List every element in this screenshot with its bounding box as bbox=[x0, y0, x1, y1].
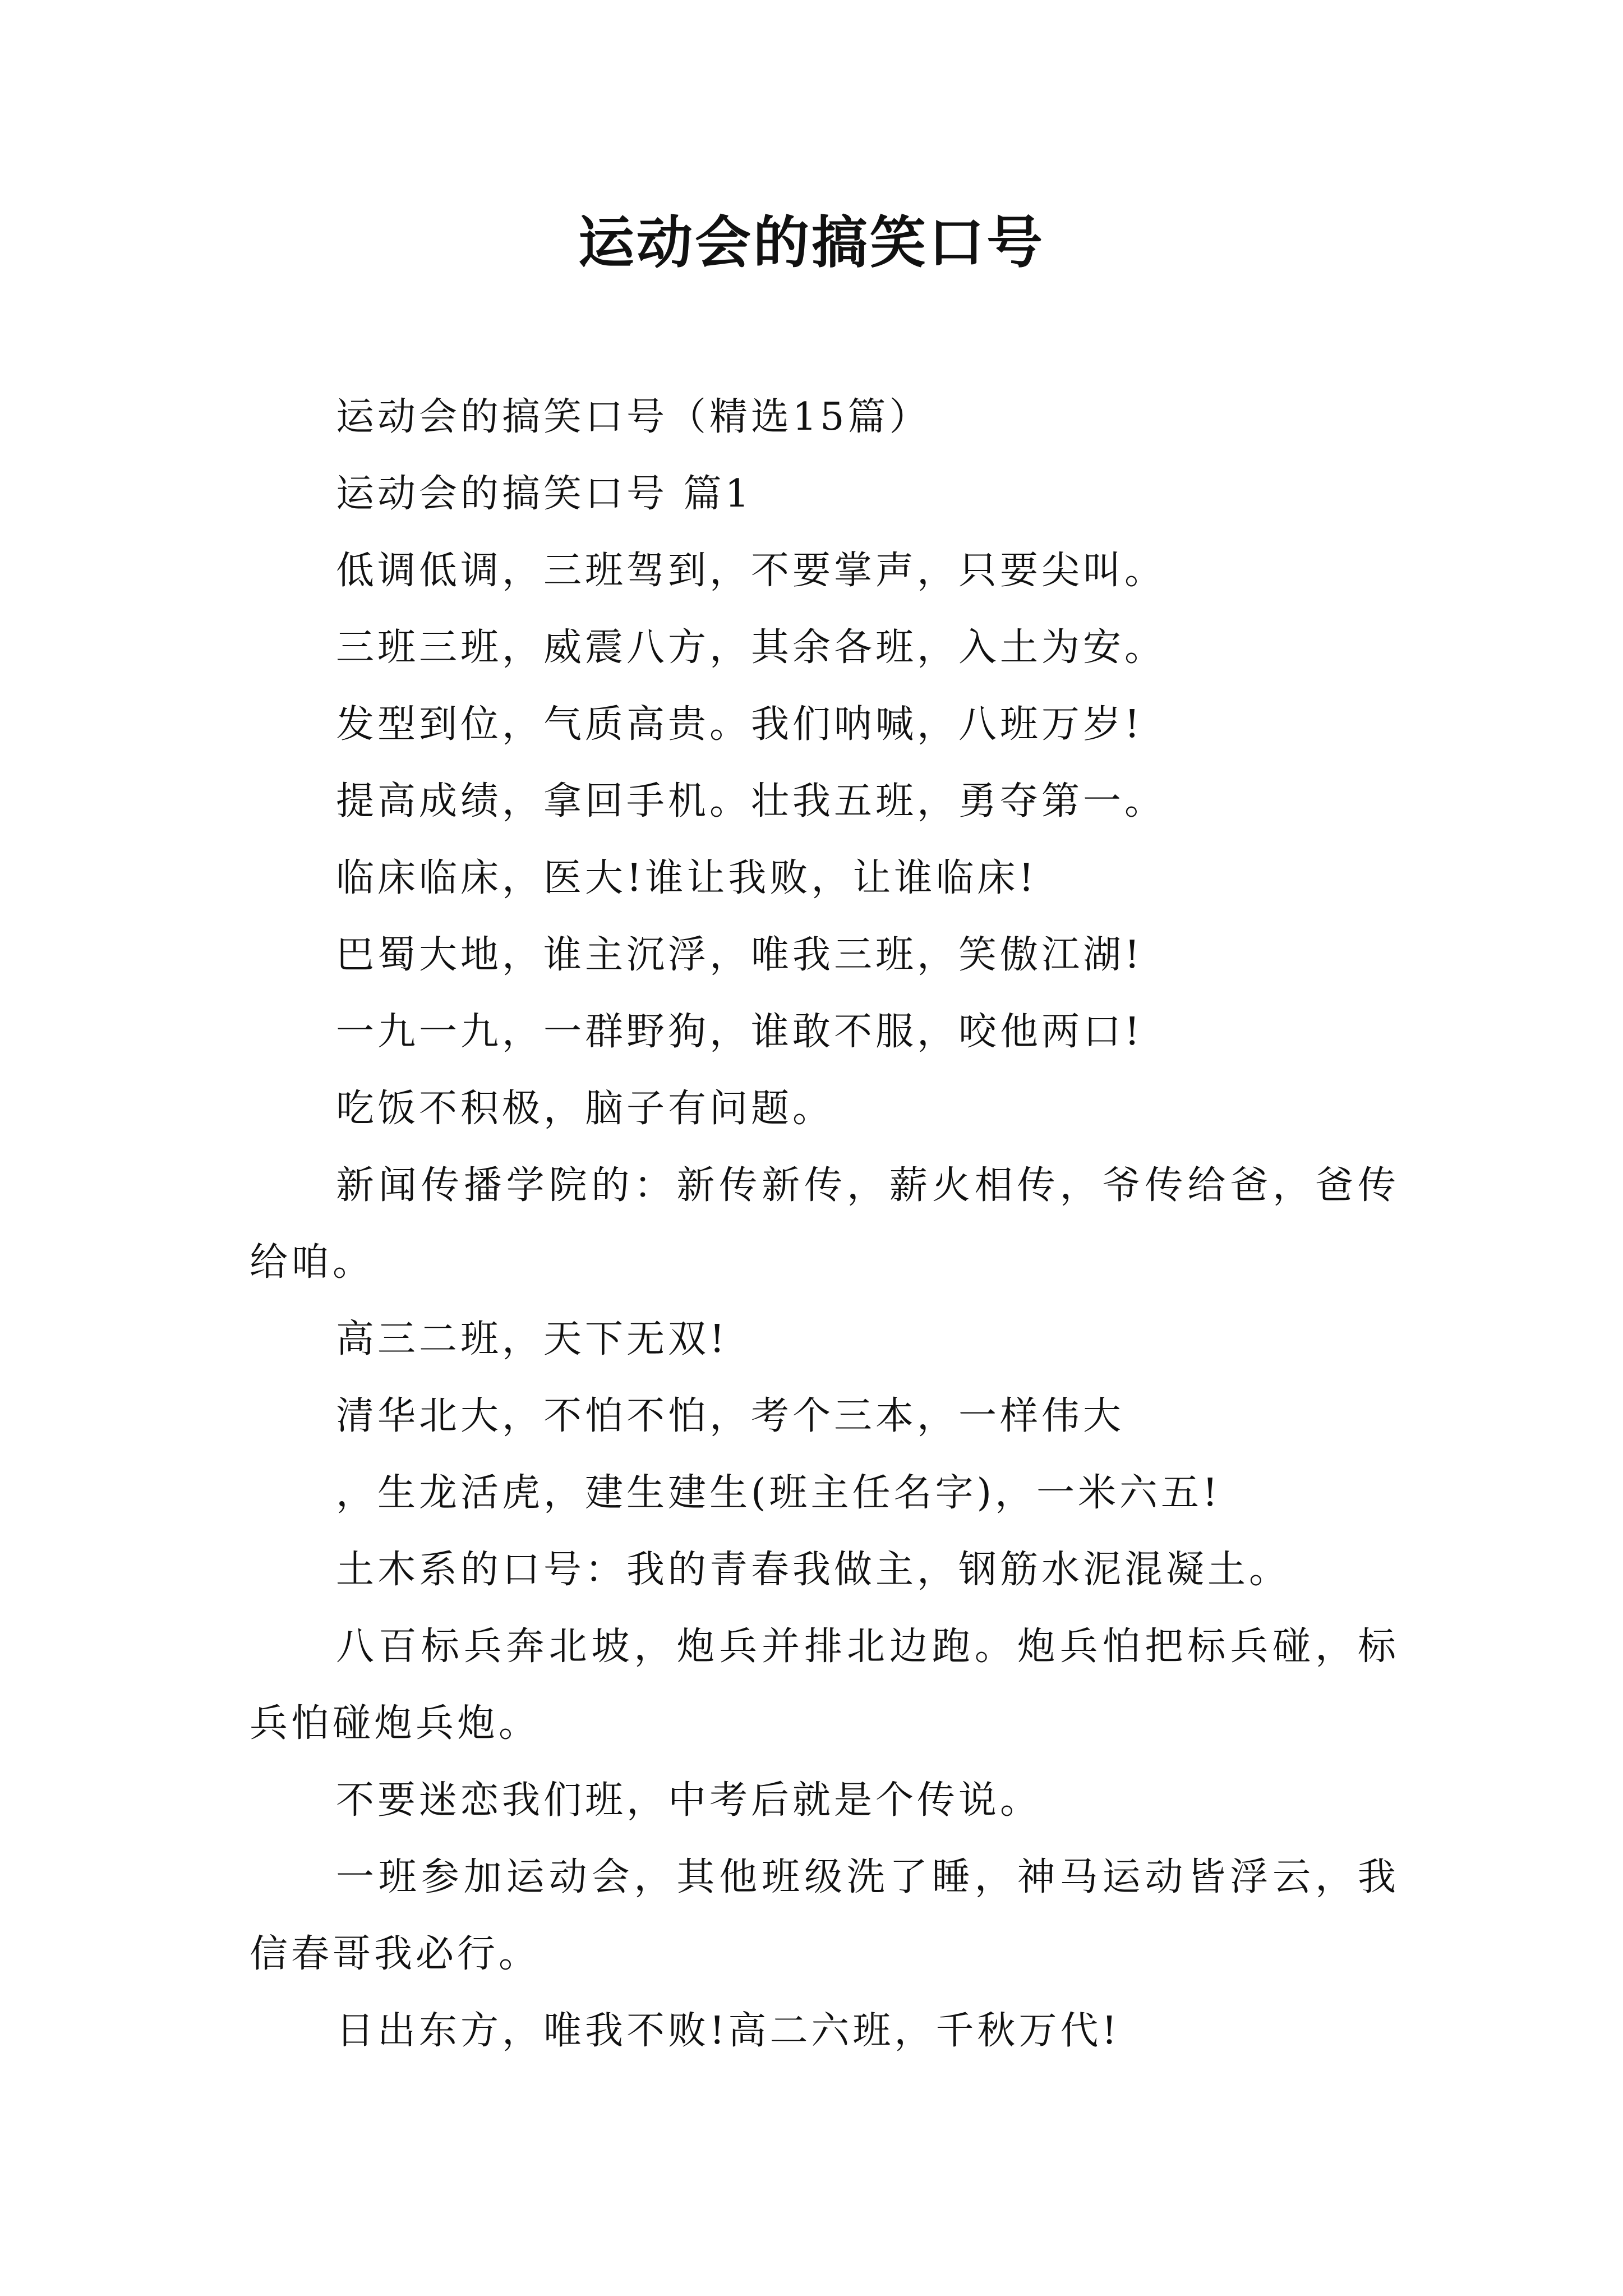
slogan-paragraph: 土木系的口号：我的青春我做主，钢筋水泥混凝土。 bbox=[336, 1548, 1291, 1592]
slogan-paragraph: 提高成绩，拿回手机。壮我五班，勇夺第一。 bbox=[336, 779, 1166, 823]
slogan-paragraph: 清华北大，不怕不怕，考个三本，一样伟大 bbox=[336, 1394, 1125, 1438]
slogan-paragraph: 三班三班，威震八方，其余各班，入土为安。 bbox=[336, 625, 1166, 670]
slogan-paragraph: 巴蜀大地，谁主沉浮，唯我三班，笑傲江湖! bbox=[336, 933, 1144, 977]
slogan-paragraph: 一九一九，一群野狗，谁敢不服，咬他两口! bbox=[336, 1010, 1144, 1054]
paragraph-section-heading: 运动会的搞笑口号 篇1 bbox=[336, 472, 753, 516]
slogan-paragraph: ，生龙活虎，建生建生(班主任名字)，一米六五! bbox=[336, 1471, 1221, 1515]
slogan-paragraph: 一班参加运动会，其他班级洗了睡，神马运动皆浮云，我信春哥我必行。 bbox=[250, 1855, 1399, 1976]
slogan-paragraph: 高三二班，天下无双! bbox=[336, 1317, 728, 1361]
slogan-paragraph: 低调低调，三班驾到，不要掌声，只要尖叫。 bbox=[336, 549, 1166, 593]
slogan-paragraph: 发型到位，气质高贵。我们呐喊，八班万岁! bbox=[336, 702, 1144, 747]
document-title: 运动会的搞笑口号 bbox=[578, 209, 1045, 275]
document-body bbox=[250, 379, 1399, 2069]
slogan-paragraph: 日出东方，唯我不败!高二六班，千秋万代! bbox=[336, 2009, 1121, 2053]
slogan-paragraph: 新闻传播学院的：新传新传，薪火相传，爷传给爸，爸传给咱。 bbox=[250, 1163, 1399, 1285]
slogan-paragraph: 八百标兵奔北坡，炮兵并排北边跑。炮兵怕把标兵碰，标兵怕碰炮兵炮。 bbox=[250, 1625, 1399, 1746]
slogan-paragraph: 吃饭不积极，脑子有问题。 bbox=[336, 1087, 834, 1131]
slogan-paragraph: 临床临床，医大!谁让我败，让谁临床! bbox=[336, 856, 1038, 900]
slogan-paragraph: 不要迷恋我们班，中考后就是个传说。 bbox=[336, 1778, 1042, 1823]
paragraph-subtitle: 运动会的搞笑口号（精选15篇） bbox=[336, 395, 931, 439]
